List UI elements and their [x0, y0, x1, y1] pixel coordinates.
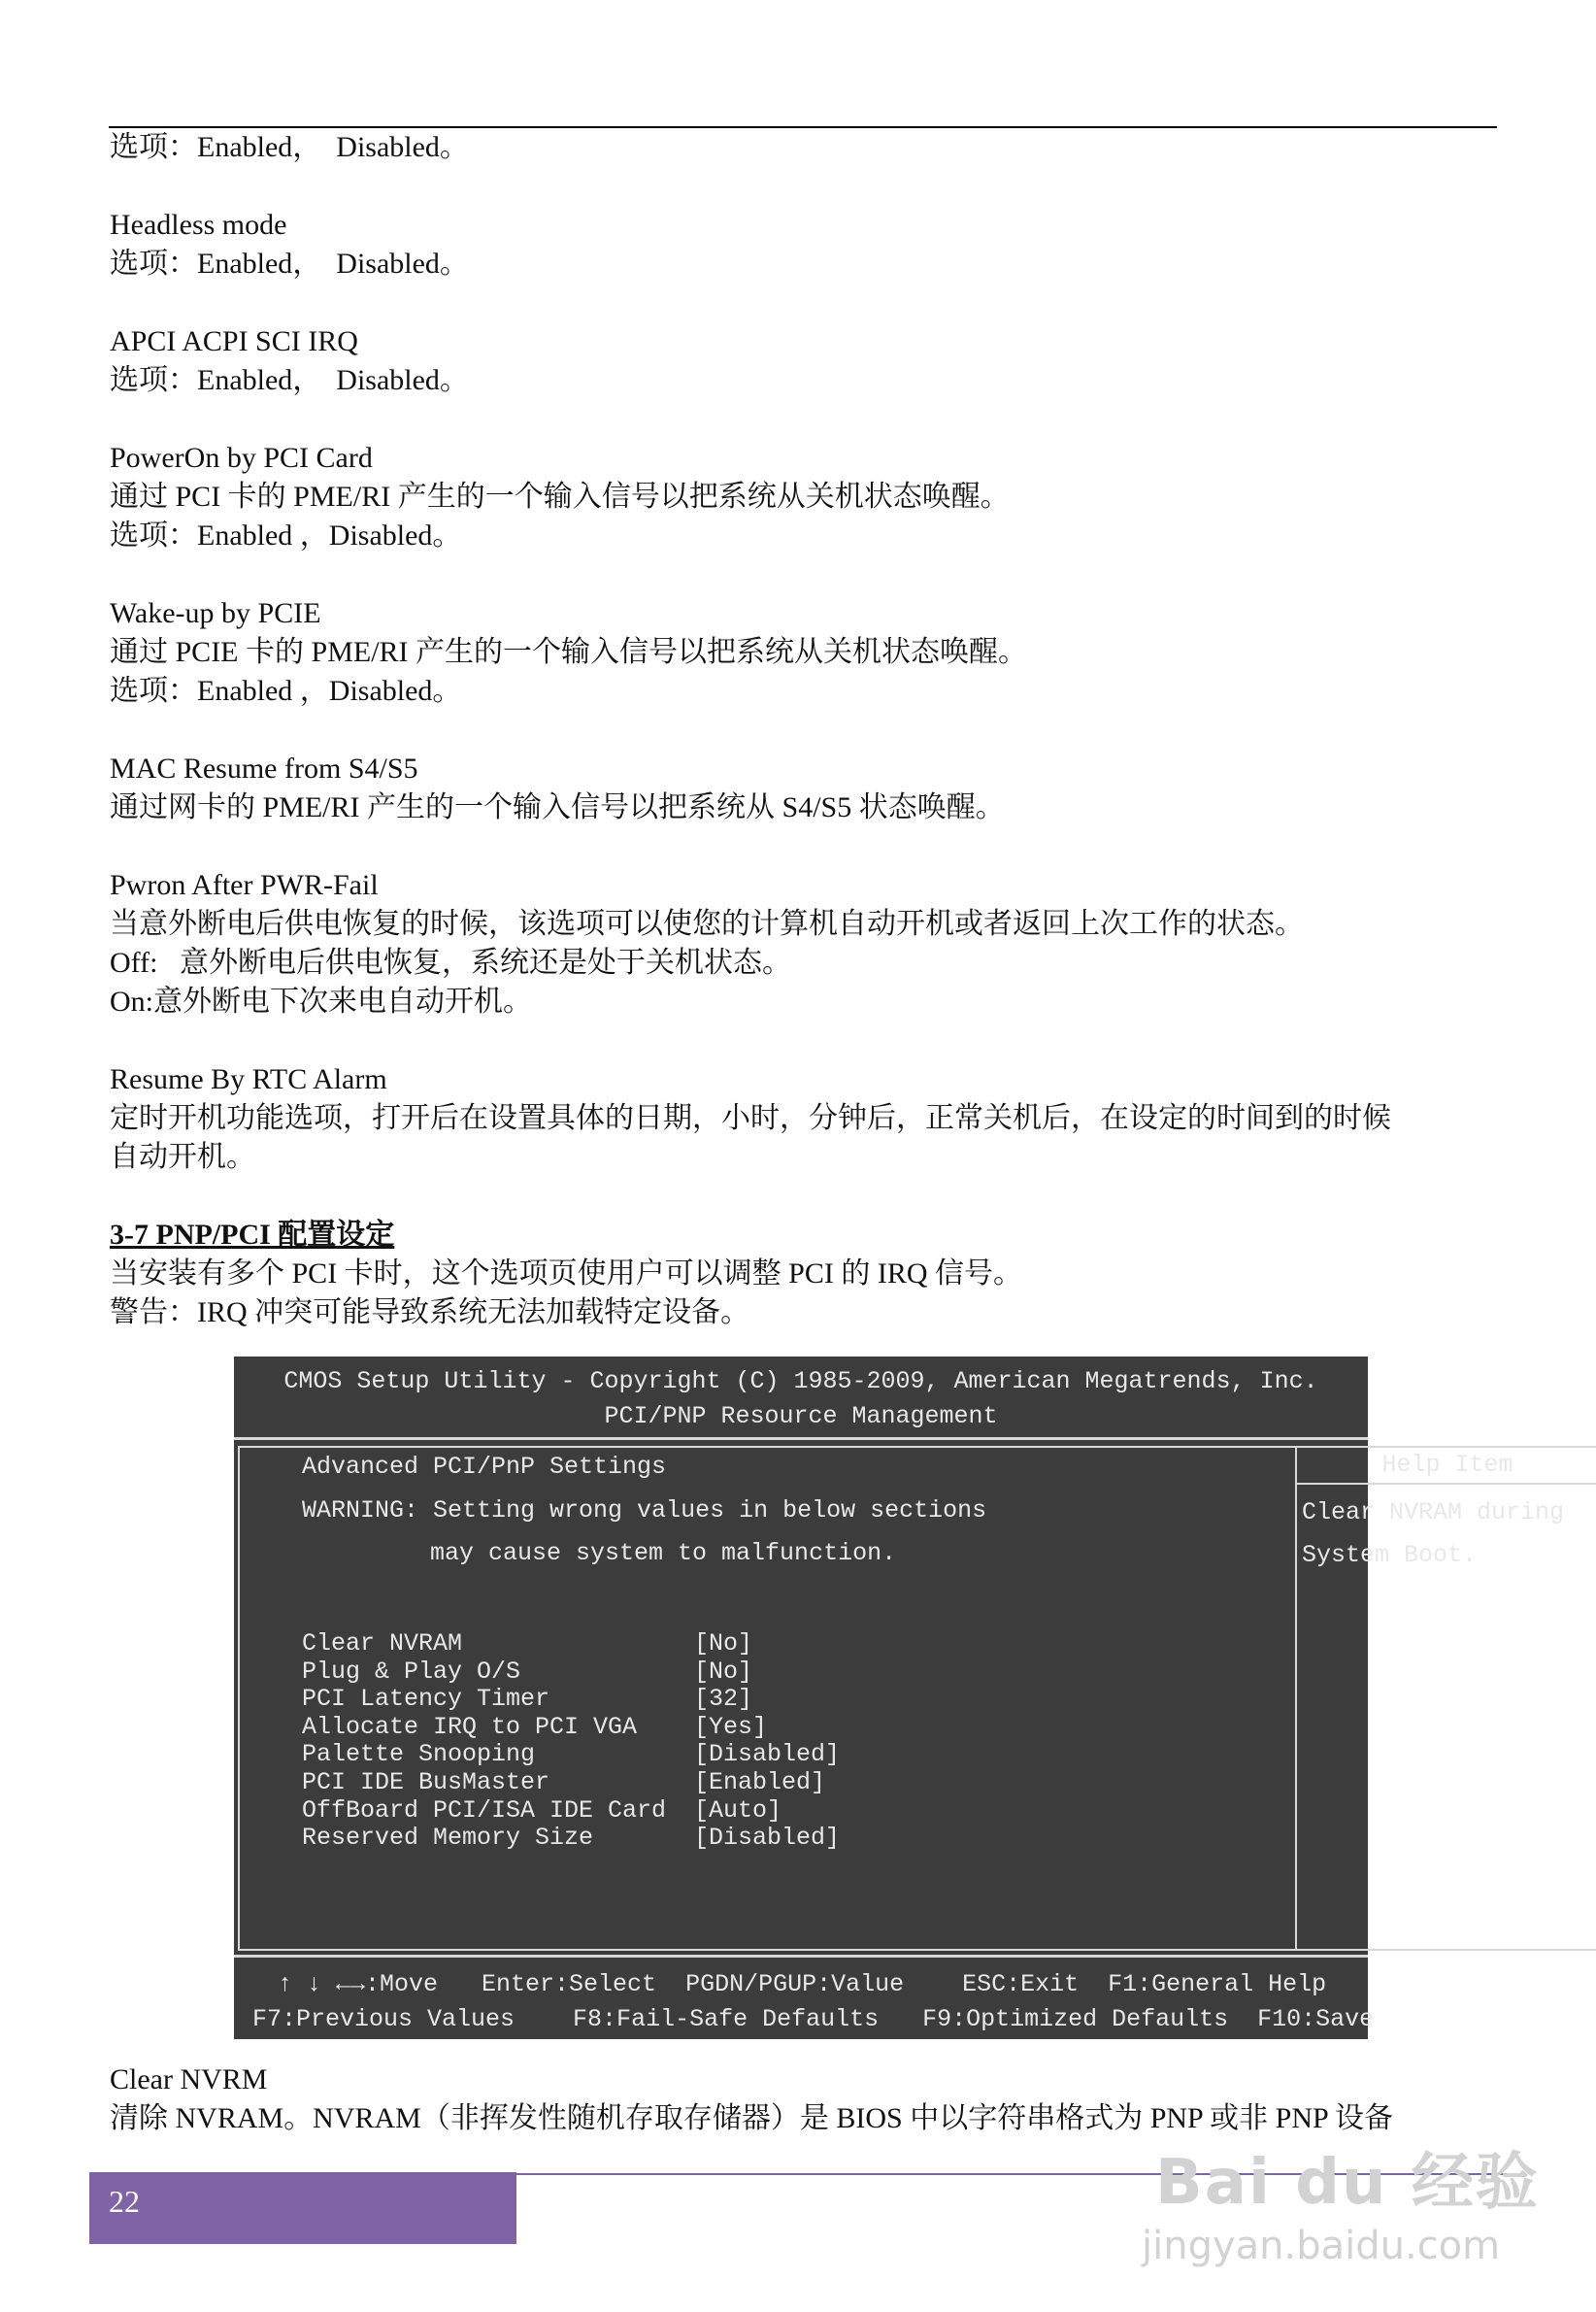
text-line: Resume By RTC Alarm	[110, 1063, 387, 1095]
bios-setting-label: Plug & Play O/S	[302, 1657, 521, 1686]
clear-nvrm-title: Clear NVRM	[110, 2063, 268, 2095]
bios-header	[234, 1364, 1368, 1434]
paragraph-gap	[110, 1177, 1500, 1216]
watermark-logo: Bai du 经验	[1155, 2147, 1540, 2219]
bios-setting-label: PCI Latency Timer	[302, 1685, 550, 1714]
after-text	[110, 2061, 1500, 2138]
text-line: 当意外断电后供电恢复的时候，该选项可以使您的计算机自动开机或者返回上次工作的状态。	[110, 908, 1304, 940]
bios-help-line2: System Boot.	[1302, 1541, 1478, 1569]
bios-setting-value: [Disabled]	[694, 1740, 841, 1769]
bios-setting-value: [Enabled]	[694, 1768, 826, 1796]
text-line: 选项：Enabled， Disabled。	[110, 131, 469, 163]
text-line: 通过 PCI 卡的 PME/RI 产生的一个输入信号以把系统从关机状态唤醒。	[110, 481, 1010, 513]
bios-footer-separator	[234, 1955, 1368, 1958]
text-line: MAC Resume from S4/S5	[110, 753, 418, 785]
text-line: Wake-up by PCIE	[110, 597, 321, 629]
bios-setting-label: PCI IDE BusMaster	[302, 1768, 550, 1796]
bios-title-line2: PCI/PNP Resource Management	[604, 1402, 998, 1430]
text-line: Off: 意外断电后供电恢复，系统还是处于关机状态。	[110, 947, 791, 979]
bios-screenshot	[234, 1357, 1565, 2039]
bios-header-separator	[234, 1437, 1368, 1440]
text-line: 自动开机。	[110, 1141, 255, 1173]
text-line: APCI ACPI SCI IRQ	[110, 325, 358, 357]
bios-footer-line2: F7:Previous Values F8:Fail-Safe Defaults F9:Optimized Defaults F10:Save	[252, 2005, 1375, 2033]
text-line: 选项：Enabled， Disabled。	[110, 248, 469, 280]
bios-setting-value: [No]	[694, 1657, 753, 1686]
text-line: PowerOn by PCI Card	[110, 442, 373, 474]
bios-setting-label: Clear NVRAM	[302, 1629, 463, 1658]
text-line: 选项：Enabled ，Disabled。	[110, 519, 462, 552]
text-line: 通过 PCIE 卡的 PME/RI 产生的一个输入信号以把系统从关机状态唤醒。	[110, 636, 1028, 668]
bios-setting-value: [No]	[694, 1629, 753, 1658]
text-line: 选项：Enabled， Disabled。	[110, 364, 469, 396]
bios-setting-label: Allocate IRQ to PCI VGA	[302, 1712, 638, 1741]
bios-title-line1: CMOS Setup Utility - Copyright (C) 1985-2009, American Megatrends, Inc.	[283, 1367, 1318, 1395]
paragraph-gap	[110, 827, 1500, 866]
text-line: 定时开机功能选项，打开后在设置具体的日期，小时，分钟后，正常关机后，在设定的时间到的时候	[110, 1102, 1391, 1134]
bios-setting-value: [Auto]	[694, 1795, 782, 1825]
bios-warning-line2: may cause system to malfunction.	[430, 1539, 897, 1567]
bios-section-title: Advanced PCI/PnP Settings	[302, 1453, 667, 1481]
text-line: On:意外断电下次来电自动开机。	[110, 986, 532, 1018]
bios-help-title: Help Item	[1297, 1446, 1596, 1485]
page-number: 22	[109, 2184, 140, 2219]
paragraph-gap	[110, 555, 1500, 594]
bios-setting-label: Palette Snooping	[302, 1740, 536, 1769]
text-line: 警告：IRQ 冲突可能导致系统无法加载特定设备。	[110, 1296, 750, 1328]
section-heading: 3-7 PNP/PCI 配置设定	[110, 1219, 395, 1251]
paragraph-gap	[110, 167, 1500, 206]
bios-setting-value: [Disabled]	[694, 1824, 841, 1853]
paragraph-gap	[110, 284, 1500, 322]
watermark-url: jingyan.baidu.com	[1142, 2224, 1501, 2268]
text-line: Pwron After PWR-Fail	[110, 869, 379, 901]
bios-setting-label: OffBoard PCI/ISA IDE Card	[302, 1795, 667, 1825]
bios-footer-line1: ↑ ↓ ←→:Move Enter:Select PGDN/PGUP:Value ESC:Exit F1:General Help	[278, 1970, 1327, 1998]
bios-setting-label: Reserved Memory Size	[302, 1824, 594, 1853]
paragraph-gap	[110, 711, 1500, 750]
text-line: 选项：Enabled ，Disabled。	[110, 675, 462, 707]
bios-warning-line1: WARNING: Setting wrong values in below sections	[302, 1496, 987, 1525]
text-line: 通过网卡的 PME/RI 产生的一个输入信号以把系统从 S4/S5 状态唤醒。	[110, 791, 1005, 823]
page-number-tab	[89, 2172, 516, 2244]
clear-nvrm-description: 清除 NVRAM。NVRAM（非挥发性随机存取存储器）是 BIOS 中以字符串格式为 PNP 或非 PNP 设备	[110, 2102, 1394, 2134]
paragraph-gap	[110, 400, 1500, 439]
paragraph-gap	[110, 1022, 1500, 1060]
bios-setting-value: [Yes]	[694, 1712, 768, 1741]
text-line: 当安装有多个 PCI 卡时，这个选项页使用户可以调整 PCI 的 IRQ 信号。	[110, 1257, 1023, 1290]
bios-help-line1: Clear NVRAM during	[1302, 1498, 1565, 1526]
bios-setting-value: [32]	[694, 1685, 753, 1714]
body-text	[110, 128, 1500, 1332]
text-line: Headless mode	[110, 209, 287, 241]
